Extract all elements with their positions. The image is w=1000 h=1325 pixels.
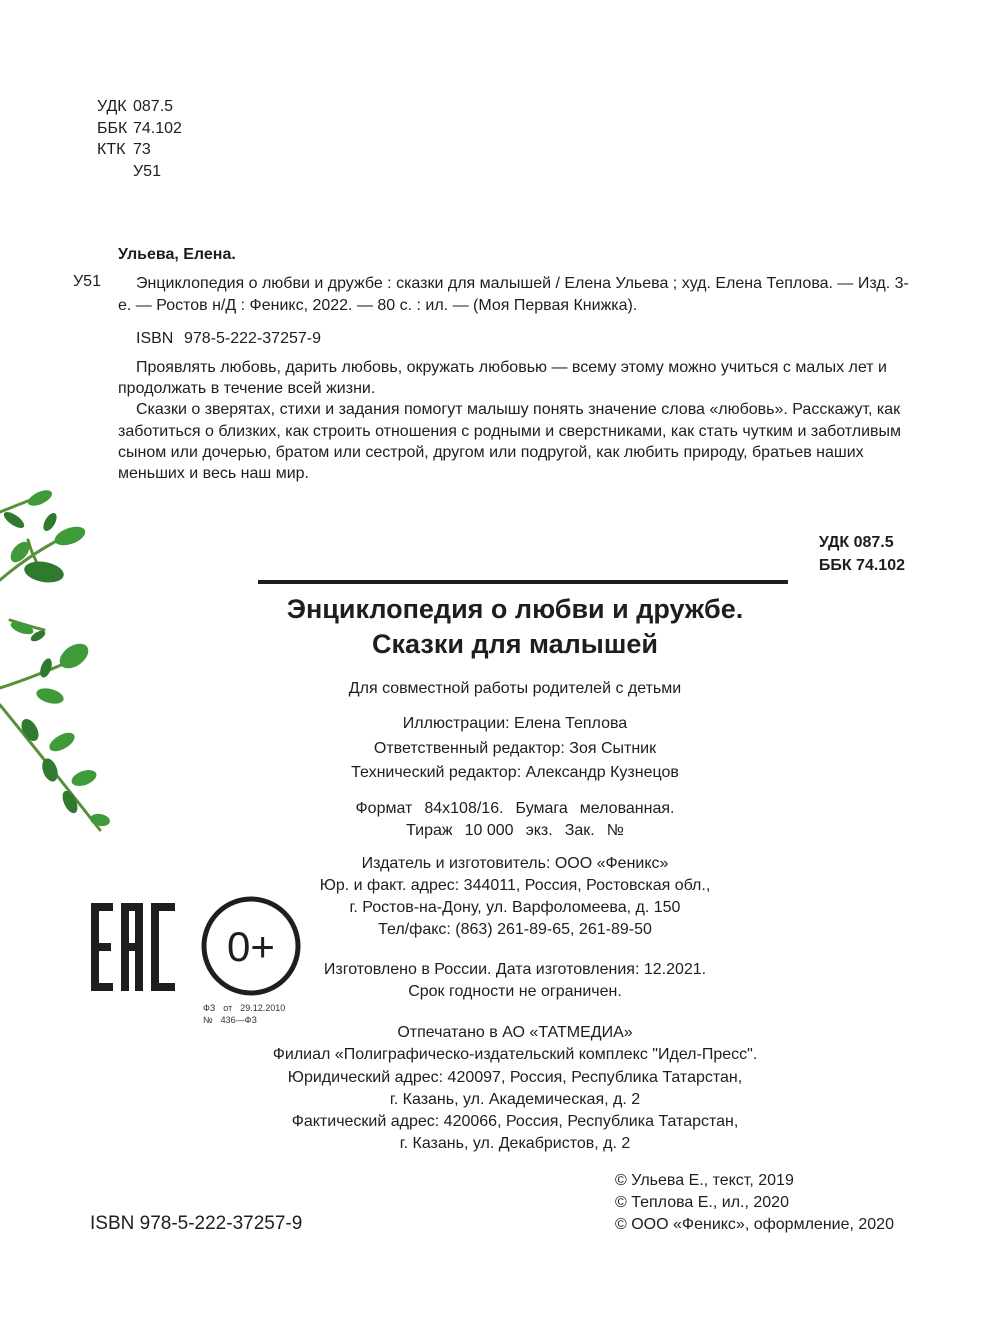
imprint-bbk: ББК 74.102 [818,557,905,574]
format-label: Формат [355,800,413,817]
publisher-line: Издатель и изготовитель: ООО «Феникс» [361,855,669,872]
isbn-bottom: ISBN 978-5-222-37257-9 [90,1213,303,1234]
printer-line: Филиал «Полиграфическо-издательский комплекс "Идел-Пресс". [272,1046,758,1064]
credits [230,712,800,786]
paper-value: мелованная. [579,800,675,817]
run-line [230,820,800,842]
isbn-label: ISBN [136,330,174,347]
imprint-codes [819,531,905,577]
author-heading: Ульева, Елена. [118,246,236,263]
ktk-value: 73 [133,141,151,158]
law-no: № [203,1015,213,1025]
publisher-line: Тел/факс: (863) 261-89-65, 261-89-50 [378,921,652,938]
leaf-branch-illustration [0,480,120,850]
format-value: 84x108/16. [424,800,504,817]
illustrator-credit: Иллюстрации: Елена Теплова [402,715,628,732]
bbk-value: 74.102 [133,119,182,137]
law-fz: ФЗ [203,1003,216,1013]
book-title [200,592,830,662]
isbn-record [136,330,321,348]
printer-line: Фактический адрес: 420066, Россия, Республика Татарстан, [291,1113,739,1131]
copyright-block [615,1170,894,1236]
library-codes [97,96,182,182]
manufacture-line: Изготовлено в России. Дата изготовления: 12.2021. [323,961,707,978]
publisher-line: Юр. и факт. адрес: 344011, Россия, Ростовская обл., [319,877,711,894]
bbk-label: ББК [97,119,128,137]
print-specs [230,798,800,842]
order-number: № [606,822,624,839]
printer-line: г. Казань, ул. Декабристов, д. 2 [399,1135,631,1153]
tech-editor-credit: Технический редактор: Александр Кузнецов [351,764,679,781]
bib-author-mark: У51 [73,273,101,290]
law-date: 29.12.2010 [240,1003,286,1013]
eac-logo-icon [91,903,181,991]
printer-info [200,1022,830,1156]
law-ot: от [223,1003,233,1013]
isbn-value: 978-5-222-37257-9 [184,330,321,347]
printer-line: Юридический адрес: 420097, Россия, Республика Татарстан, [287,1068,743,1086]
copyright-line: © Теплова Е., ил., 2020 [615,1194,789,1211]
author-mark: У51 [133,162,161,180]
age-rating-text: 0+ [227,923,275,970]
imprint-udk: УДК 087.5 [818,534,894,551]
run-unit: экз. [525,822,553,839]
format-line [230,798,800,820]
udk-label: УДК [97,98,127,115]
title-line: Энциклопедия о любви и дружбе. [286,594,744,624]
annotation-paragraph: Проявлять любовь, дарить любовь, окружать любовью — всему этому можно учиться с малых лет и продолжать в течение всей жизни. [118,359,887,398]
order-label: Зак. [564,822,595,839]
udk-value: 087.5 [133,98,174,115]
title-line: Сказки для малышей [372,629,658,659]
publisher-line: г. Ростов-на-Дону, ул. Варфоломеева, д. 150 [349,899,681,916]
manufacture-line: Срок годности не ограничен. [408,983,622,1000]
title-rule [258,580,788,584]
law-number: 436—ФЗ [220,1015,257,1025]
annotation-paragraph: Сказки о зверятах, стихи и задания помогут малышу понять значение слова «любовь». Расскажут, как заботиться о близких, как строить отношения с родными и сверстниками, как стать чутким и заботливым сыном или дочерью, братом или сестрой, другом или подругой, как любить природу, братьев наших меньших и весь наш мир. [118,401,902,483]
copyright-line: © Ульева Е., текст, 2019 [615,1172,794,1189]
bibliographic-entry: Энциклопедия о любви и дружбе : сказки для малышей / Елена Ульева ; худ. Елена Теплова. — Изд. 3-е. — Ростов н/Д : Феникс, 2022. — 80 с. : ил. — (Моя Первая Книжка). [118,275,909,314]
publisher-info [230,853,800,941]
law-reference [203,1002,293,1026]
branch-leaves [1,487,111,828]
printer-line: г. Казань, ул. Академическая, д. 2 [389,1090,641,1108]
copyright-line: © ООО «Феникс», оформление, 2020 [615,1216,894,1233]
manufacture-info [230,959,800,1003]
run-value: 10 000 [464,822,514,839]
age-rating-icon [199,894,303,998]
annotation [118,357,918,484]
audience-note: Для совместной работы родителей с детьми [348,680,682,697]
printer-line: Отпечатано в АО «ТАТМЕДИА» [397,1024,633,1041]
ktk-label: КТК [97,141,126,158]
paper-label: Бумага [515,800,568,817]
editor-credit: Ответственный редактор: Зоя Сытник [373,739,657,757]
run-label: Тираж [406,822,453,839]
